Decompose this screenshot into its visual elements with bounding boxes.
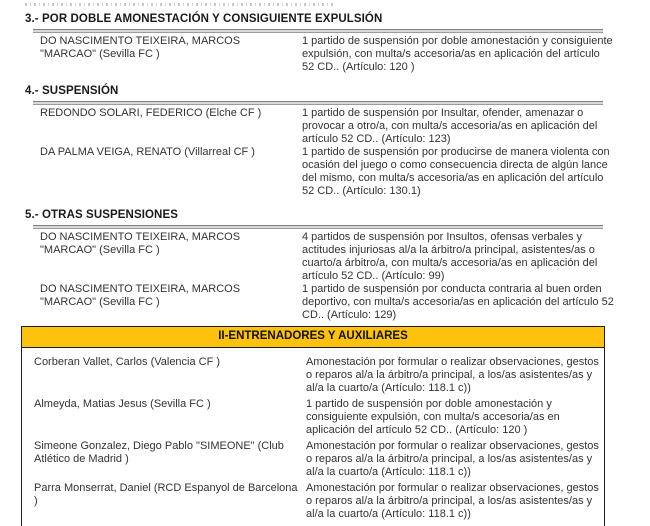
section-rows [40, 107, 650, 198]
table-row [34, 356, 604, 395]
table-row [34, 398, 604, 437]
section-suspension [0, 85, 650, 198]
sanction-text: Amonestación por formular o realizar observaciones, gestos o reparos al/a la árbitro/a principal, a los/as asistentes/as y al/a la cuarto/a (Artículo: 118.1 c)) [306, 356, 599, 394]
sanction-text: Amonestación por formular o realizar observaciones, gestos o reparos al/a la árbitro/a principal, a los/as asistentes/as y al/a la cuarto/a (Artículo: 118.1 c)) [306, 482, 599, 520]
player-name: DO NASCIMENTO TEIXEIRA, MARCOS "MARCAO" (Sevilla FC ) [40, 283, 241, 308]
section-otras-suspensiones [0, 209, 650, 322]
coach-name: Almeyda, Matias Jesus (Sevilla FC ) [34, 398, 211, 410]
section-title: 5.- OTRAS SUSPENSIONES [25, 209, 179, 221]
table-row [34, 440, 604, 479]
sanction-text: 1 partido de suspensión por doble amonestación y consiguiente expulsión, con multa/s accesoria/as en aplicación del artículo 52 CD.. (Artículo: 120 ) [302, 35, 613, 73]
section-double-amonestacion [0, 13, 650, 74]
coach-name: Corberan Vallet, Carlos (Valencia CF ) [34, 356, 221, 368]
section-rows [40, 231, 650, 322]
table-row [40, 231, 650, 283]
sanction-text: 1 partido de suspensión por Insultar, ofender, amenazar o provocar a otro/a, con multa/s accesoria/as en aplicación del artículo 52 CD.. (Artículo: 123) [302, 107, 598, 145]
section-rows [40, 35, 650, 74]
coaches-table [21, 326, 605, 526]
coaches-table-header: II-ENTRENADORES Y AUXILIARES [21, 326, 605, 348]
section-rule [33, 29, 603, 33]
section-rule [33, 101, 603, 105]
player-name: DO NASCIMENTO TEIXEIRA, MARCOS "MARCAO" (Sevilla FC ) [40, 231, 241, 256]
table-row [40, 35, 650, 74]
sanction-text: 1 partido de suspensión por conducta contraria al buen orden deportivo, con multa/s accesoria/as en aplicación del artículo 52 CD.. (Artículo: 129) [302, 283, 614, 321]
player-name: DO NASCIMENTO TEIXEIRA, MARCOS "MARCAO" (Sevilla FC ) [40, 35, 241, 60]
player-name: REDONDO SOLARI, FEDERICO (Elche CF ) [40, 107, 262, 119]
section-rule [33, 225, 603, 229]
section-title: 3.- POR DOBLE AMONESTACIÓN Y CONSIGUIENTE EXPULSIÓN [25, 13, 383, 25]
coach-name: Parra Monserrat, Daniel (RCD Espanyol de Barcelona ) [34, 482, 298, 507]
table-row [40, 146, 650, 198]
section-title: 4.- SUSPENSIÓN [25, 85, 119, 97]
coach-name: Simeone Gonzalez, Diego Pablo "SIMEONE" (Club Atlético de Madrid ) [34, 440, 284, 465]
sanction-text: 4 partidos de suspensión por Insultos, ofensas verbales y actitudes injuriosas al/a la árbitro/a principal, asistentes/as o cuarto/a árbitro/a, con multa/s accesoria/as en aplicación del artículo 52 CD.. (Artículo: 99) [302, 231, 598, 282]
sanction-text: Amonestación por formular o realizar observaciones, gestos o reparos al/a la árbitro/a principal, a los/as asistentes/as y al/a la cuarto/a (Artículo: 118.1 c)) [306, 440, 599, 478]
player-name: DA PALMA VEIGA, RENATO (Villarreal CF ) [40, 146, 255, 158]
coaches-table-body [22, 348, 604, 521]
table-row [40, 107, 650, 146]
table-row [34, 482, 604, 521]
clipped-text-remnant [25, 3, 335, 6]
sanction-text: 1 partido de suspensión por producirse de manera violenta con ocasión del juego o como consecuencia directa de algún lance del mismo, con multa/s accesoria/as en aplicación del artículo 52 CD.. (Artículo: 130.1) [302, 146, 610, 197]
table-row [40, 283, 650, 322]
sanction-text: 1 partido de suspensión por doble amonestación y consiguiente expulsión, con multa/s accesoria/as en aplicación del artículo 52 CD.. (Artículo: 120 ) [306, 398, 560, 436]
